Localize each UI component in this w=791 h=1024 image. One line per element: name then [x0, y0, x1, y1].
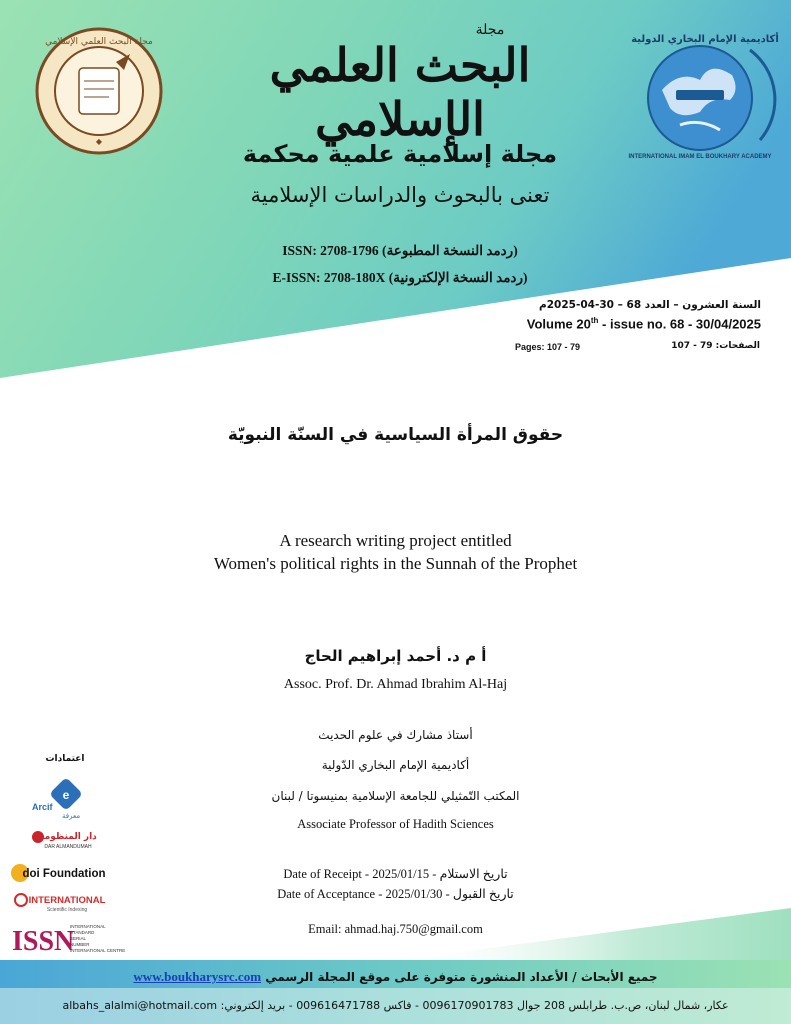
paper-title-en-line1: A research writing project entitled [279, 531, 512, 550]
arcif-icon [10, 780, 110, 820]
author-name-en: Assoc. Prof. Dr. Ahmad Ibrahim Al-Haj [283, 677, 508, 692]
issn-logo [10, 920, 126, 957]
svg-text:Arcif: Arcif [32, 802, 53, 812]
svg-text:e: e [62, 788, 70, 802]
svg-text:دار المنظومة: دار المنظومة [39, 832, 97, 842]
svg-text:STANDARD: STANDARD [70, 930, 95, 935]
logo-left-text: مجلة البحث العلمي الإسلامي [45, 37, 153, 47]
issue-volume: Volume 20 [526, 316, 591, 332]
footer-contact: عكار، شمال لبنان، ص.ب. طرابلس 208 جوال 0096170901783 - فاكس 009616471788 - بريد إلكتروني: albahs_alalmi@hotmail.com [62, 999, 729, 1012]
journal-website-link[interactable]: www.boukharysrc.com [133, 969, 262, 984]
arcif-logo [10, 780, 110, 820]
paper-title-en-line2: Women's political rights in the Sunnah of the Prophet [213, 554, 578, 573]
journal-subtitle-secondary: تعنى بالبحوث والدراسات الإسلامية [250, 183, 550, 207]
doi-icon [10, 862, 110, 884]
svg-text:Scientific Indexing: Scientific Indexing [46, 907, 88, 913]
journal-label-small: مجلة [475, 22, 505, 38]
logo-right-text-en: INTERNATIONAL IMAM EL BOUKHARY ACADEMY [628, 154, 772, 160]
footer-notice [0, 969, 791, 985]
issue-number-date: - issue no. 68 - 30/04/2025 [598, 316, 761, 332]
journal-subtitle-main: مجلة إسلامية علمية محكمة [242, 140, 558, 168]
pages-en: Pages: 107 - 79 [515, 342, 581, 352]
svg-text:◆: ◆ [95, 137, 103, 146]
affiliation-en: Associate Professor of Hadith Sciences [297, 817, 494, 831]
svg-text:doi Foundation: doi Foundation [22, 868, 106, 880]
svg-text:ISSN: ISSN [12, 926, 75, 957]
international-indexing-logo [10, 890, 110, 914]
dar-almandumah-logo [10, 826, 110, 852]
logo-right-text: أكاديمية الإمام البخاري الدولية [631, 34, 779, 45]
affiliation-ar-1: أستاذ مشارك في علوم الحديث [318, 728, 473, 742]
date-of-acceptance: Date of Acceptance - 2025/01/30 - تاريخ القبول [277, 887, 514, 901]
svg-text:INTERNATIONAL CENTRE: INTERNATIONAL CENTRE [70, 948, 126, 953]
issn-online: E-ISSN: 2708-180X (ردمد النسخة الإلكترونية) [272, 270, 528, 285]
journal-title: البحث العلمي الإسلامي [269, 38, 531, 146]
author-name-ar: أ م د. أحمد إبراهيم الحاج [304, 647, 487, 665]
date-of-receipt: Date of Receipt - 2025/01/15 - تاريخ الاستلام [283, 867, 508, 881]
svg-text:معرفة: معرفة [62, 812, 81, 820]
issn-print: ISSN: 2708-1796 (ردمد النسخة المطبوعة) [282, 243, 518, 258]
pages-ar: الصفحات: 79 - 107 [671, 341, 760, 351]
paper-title-ar: حقوق المرأة السياسية في السنّة النبويّة [227, 425, 564, 445]
svg-text:SERIAL: SERIAL [70, 936, 87, 941]
author-email: Email: ahmad.haj.750@gmail.com [308, 922, 483, 936]
svg-text:INTERNATIONAL: INTERNATIONAL [70, 924, 106, 929]
issn-icon [10, 920, 126, 957]
affiliation-ar-3: المكتب التّمثيلي للجامعة الإسلامية بمنيسوتا / لبنان [271, 789, 520, 803]
issue-info-ar: السنة العشرون – العدد 68 – 30-04-2025م [539, 299, 761, 311]
issue-volume-suffix: th [590, 316, 599, 325]
journal-logo [34, 26, 164, 156]
svg-text:DAR ALMANDUMAH: DAR ALMANDUMAH [44, 844, 92, 850]
academy-logo [628, 30, 779, 160]
svg-text:INTERNATIONAL: INTERNATIONAL [28, 895, 106, 906]
affiliation-ar-2: أكاديمية الإمام البخاري الدّولية [321, 758, 470, 772]
dar-almandumah-icon [10, 826, 110, 852]
accreditations-label: اعتمادات [45, 754, 85, 764]
international-indexing-icon [10, 890, 110, 914]
footer-notice-text: جميع الأبحاث / الأعداد المنشورة متوفرة على موقع المجلة الرسمي [265, 970, 658, 984]
doi-foundation-logo [10, 862, 110, 884]
svg-text:NUMBER: NUMBER [70, 942, 90, 947]
issue-info-en [401, 316, 761, 331]
